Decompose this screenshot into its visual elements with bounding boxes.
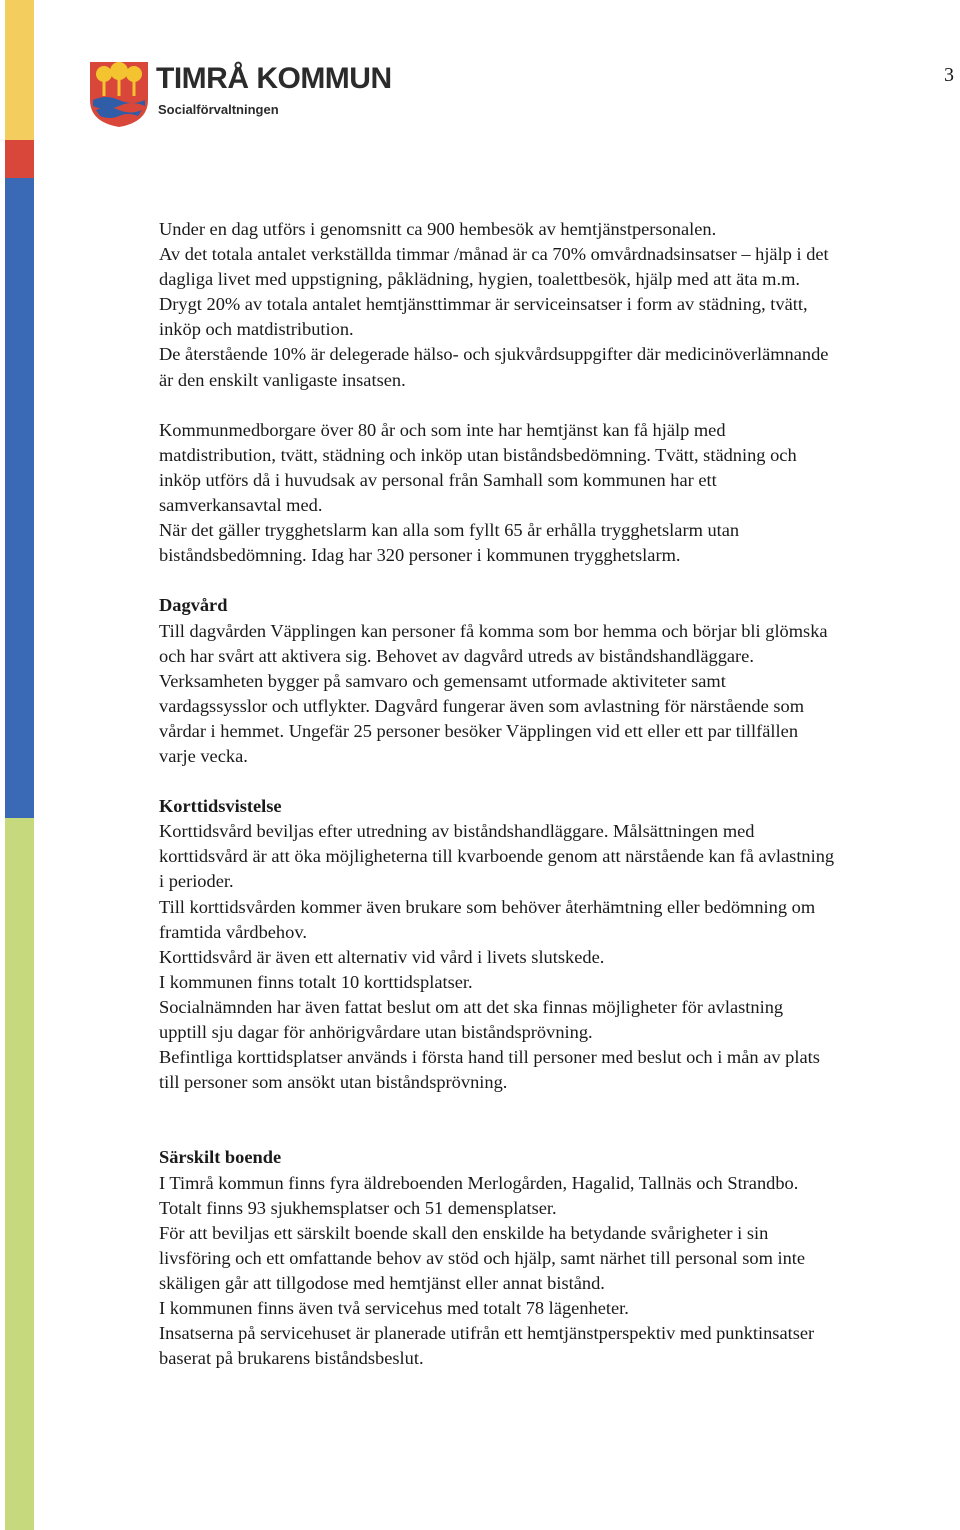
text-line: i perioder. (159, 871, 234, 892)
text-line: När det gäller trygghetslarm kan alla som fyllt 65 år erhålla trygghetslarm utan (159, 520, 740, 541)
text-line: Socialnämnden har även fattat beslut om att det ska finnas möjligheter för avlastning (159, 996, 784, 1017)
text-line: De återstående 10% är delegerade hälso- och sjukvårdsuppgifter där medicinöverlämnande (159, 344, 829, 365)
text-line: vårdar i hemmet. Ungefär 25 personer besöker Väpplingen vid ett eller ett par tillfällen (159, 720, 799, 741)
municipal-emblem-icon (88, 60, 150, 128)
logo-name: TIMRÅ KOMMUN (156, 62, 392, 95)
text-line: korttidsvård är att öka möjligheterna till kvarboende genom att närstående kan få avlastning (159, 846, 835, 867)
text-line: matdistribution, tvätt, städning och inköp utan biståndsbedömning. Tvätt, städning och (159, 444, 797, 465)
text-line: baserat på brukarens biståndsbeslut. (159, 1348, 424, 1369)
section-heading-korttidsvistelse: Korttidsvistelse (159, 796, 282, 817)
text-line: biståndsbedömning. Idag har 320 personer i kommunen trygghetslarm. (159, 545, 681, 566)
text-line: framtida vårdbehov. (159, 921, 307, 942)
text-line: upptill sju dagar för anhörigvårdare utan biståndsprövning. (159, 1022, 593, 1042)
text-line: Kommunmedborgare över 80 år och som inte har hemtjänst kan få hjälp med (159, 419, 726, 440)
text-line: Korttidsvård beviljas efter utredning av biståndshandläggare. Målsättningen med (159, 821, 755, 842)
text-line: I Timrå kommun finns fyra äldreboenden Merlogården, Hagalid, Tallnäs och Strandbo. (159, 1172, 799, 1193)
boende-section (159, 1145, 959, 1371)
text-line: För att beviljas ett särskilt boende skall den enskilde ha betydande svårigheter i sin (159, 1222, 769, 1243)
side-stripe-blue (5, 178, 34, 818)
page-number: 3 (944, 64, 954, 86)
text-line: Korttidsvård är även ett alternativ vid vård i livets slutskede. (159, 946, 605, 967)
text-line: är den enskilt vanligaste insatsen. (159, 369, 406, 390)
text-line: Drygt 20% av totala antalet hemtjänsttimmar är serviceinsatser i form av städning, tvätt, (159, 294, 808, 315)
text-line: Totalt finns 93 sjukhemsplatser och 51 demensplatser. (159, 1197, 557, 1218)
text-line: Till dagvården Väpplingen kan personer få komma som bor hemma och börjar bli glömska (159, 620, 828, 641)
text-line: inköp och matdistribution. (159, 319, 354, 340)
text-line: I kommunen finns totalt 10 korttidsplatser. (159, 971, 473, 992)
side-stripe-red (5, 140, 34, 178)
text-line: Av det totala antalet verkställda timmar /månad är ca 70% omvårdnadsinsatser – hjälp i det (159, 244, 829, 265)
side-stripe-green (5, 818, 34, 1530)
text-line: vardagssysslor och utflykter. Dagvård fungerar även som avlastning för närstående som (159, 695, 805, 716)
text-line: inköp utförs då i huvudsak av personal från Samhall som kommunen har ett (159, 469, 717, 490)
text-line: varje vecka. (159, 745, 248, 766)
text-line: Insatserna på servicehuset är planerade utifrån ett hemtjänstperspektiv med punktinsatser (159, 1323, 815, 1344)
text-line: samverkansavtal med. (159, 495, 323, 516)
text-line: livsföring och ett omfattande behov av stöd och hjälp, samt närhet till personal som inte (159, 1247, 806, 1268)
text-line: I kommunen finns även två servicehus med totalt 78 lägenheter. (159, 1298, 629, 1319)
intro-paragraph (159, 217, 959, 393)
section-heading-dagvard: Dagvård (159, 595, 228, 616)
korttid-section (159, 794, 959, 1095)
side-stripe-yellow (5, 0, 34, 140)
text-line: och har svårt att aktivera sig. Behovet av dagvård utreds av biståndshandläggare. (159, 645, 754, 666)
text-line: skäligen går att tillgodose med hemtjänst eller annat bistånd. (159, 1272, 605, 1293)
logo-subtitle: Socialförvaltningen (158, 102, 279, 117)
text-line: Verksamheten bygger på samvaro och gemensamt utformade aktiviteter samt (159, 670, 726, 691)
section-heading-sarskilt-boende: Särskilt boende (159, 1147, 282, 1168)
text-line: Befintliga korttidsplatser används i första hand till personer med beslut och i mån av plats (159, 1047, 820, 1068)
dagvard-section (159, 593, 959, 769)
document-body (159, 217, 959, 1371)
text-line: dagliga livet med uppstigning, påklädning, hygien, toalettbesök, hjälp med att äta m.m. (159, 269, 800, 290)
text-line: Under en dag utförs i genomsnitt ca 900 hembesök av hemtjänstpersonalen. (159, 219, 717, 239)
services-paragraph (159, 418, 959, 569)
text-line: Till korttidsvården kommer även brukare som behöver återhämtning eller bedömning om (159, 896, 816, 917)
text-line: till personer som ansökt utan biståndsprövning. (159, 1072, 508, 1093)
timra-kommun-logo (88, 60, 392, 132)
